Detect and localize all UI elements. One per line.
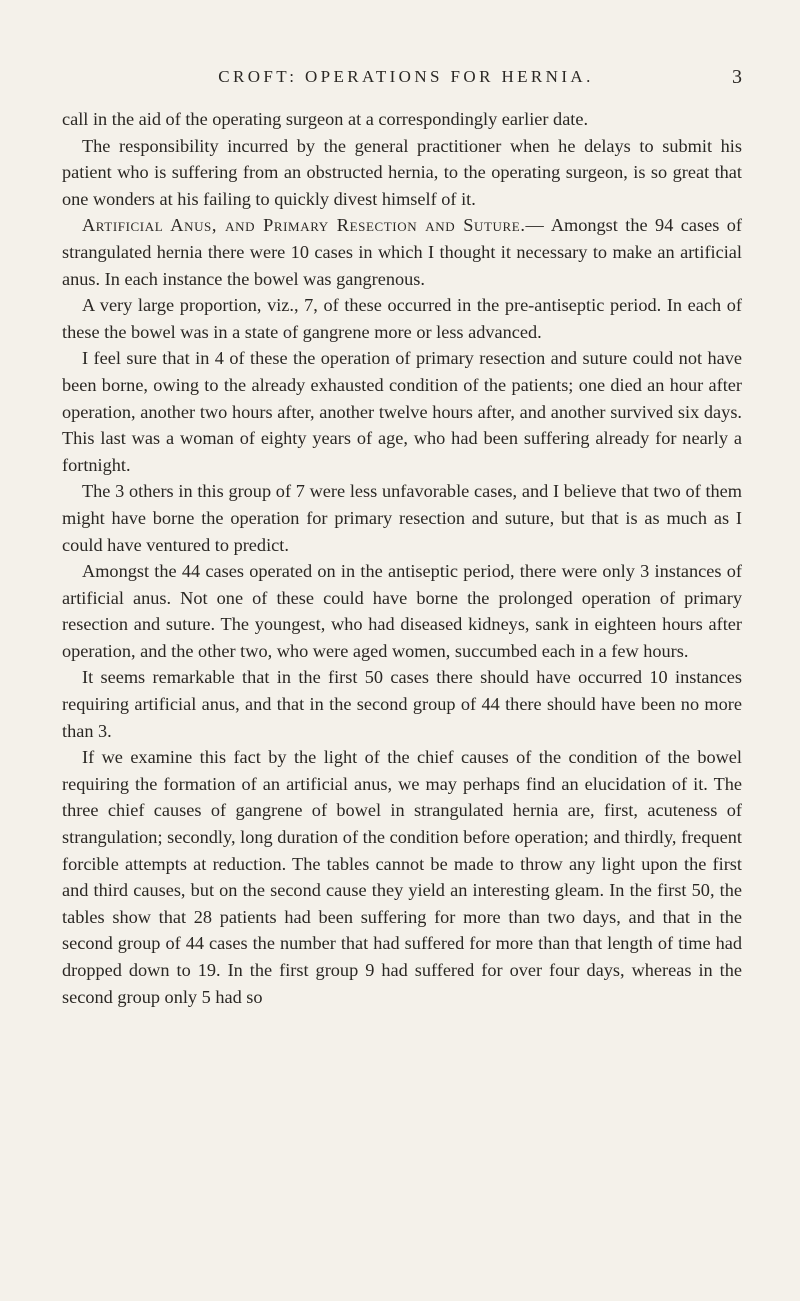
body-text	[62, 106, 742, 1010]
paragraph: It seems remarkable that in the first 50 cases there should have occurred 10 instances requiring artificial anus, and that in the second group of 44 there should have been no more than 3.	[62, 667, 742, 741]
running-head	[62, 62, 742, 92]
section-heading: Artificial Anus, and Primary Resection and Suture.—	[82, 215, 545, 236]
paragraph: The responsibility incurred by the general practitioner when he delays to submit his patient who is suffering from an obstructed hernia, to the operating surgeon, is so great that one wonders at his failing to quickly divest himself of it.	[62, 135, 742, 209]
paragraph-text: Amongst the 94 cases of strangulated hernia there were 10 cases in which I thought it necessary to make an artificial anus. In each instance the bowel was gangrenous.	[62, 215, 743, 289]
paragraph: I feel sure that in 4 of these the operation of primary resection and suture could not have been borne, owing to the already exhausted condition of the patients; one died an hour after operation, another two hours after, another twelve hours after, and another survived six days. This last was a woman of eighty years of age, who had been suffering already for nearly a fortnight.	[62, 348, 742, 475]
book-page	[62, 62, 742, 1010]
paragraph: call in the aid of the operating surgeon at a correspondingly earlier date.	[62, 109, 589, 129]
paragraph: The 3 others in this group of 7 were less unfavorable cases, and I believe that two of them might have borne the operation for primary resection and suture, but that is as much as I could have ventured to predict.	[62, 481, 742, 555]
paragraph: Amongst the 44 cases operated on in the antiseptic period, there were only 3 instances of artificial anus. Not one of these could have borne the prolonged operation of primary resection and suture. The youngest, who had diseased kidneys, sank in eighteen hours after operation, and the other two, who were aged women, succumbed each in a few hours.	[62, 561, 742, 661]
page-number: 3	[732, 66, 742, 88]
paragraph	[62, 212, 742, 292]
paragraph: A very large proportion, viz., 7, of these occurred in the pre-antiseptic period. In each of these the bowel was in a state of gangrene more or less advanced.	[62, 295, 742, 342]
running-title: CROFT: OPERATIONS FOR HERNIA.	[218, 67, 594, 86]
paragraph: If we examine this fact by the light of the chief causes of the condition of the bowel requiring the formation of an artificial anus, we may perhaps find an elucidation of it. The three chief causes of gangrene of bowel in strangulated hernia are, first, acuteness of strangulation; secondly, long duration of the condition before operation; and thirdly, frequent forcible attempts at reduction. The tables cannot be made to throw any light upon the first and third causes, but on the second cause they yield an interesting gleam. In the first 50, the tables show that 28 patients had been suffering for more than two days, and that in the second group of 44 cases the number that had suffered for more than that length of time had dropped down to 19. In the first group 9 had suffered for over four days, whereas in the second group only 5 had so	[62, 747, 742, 1007]
